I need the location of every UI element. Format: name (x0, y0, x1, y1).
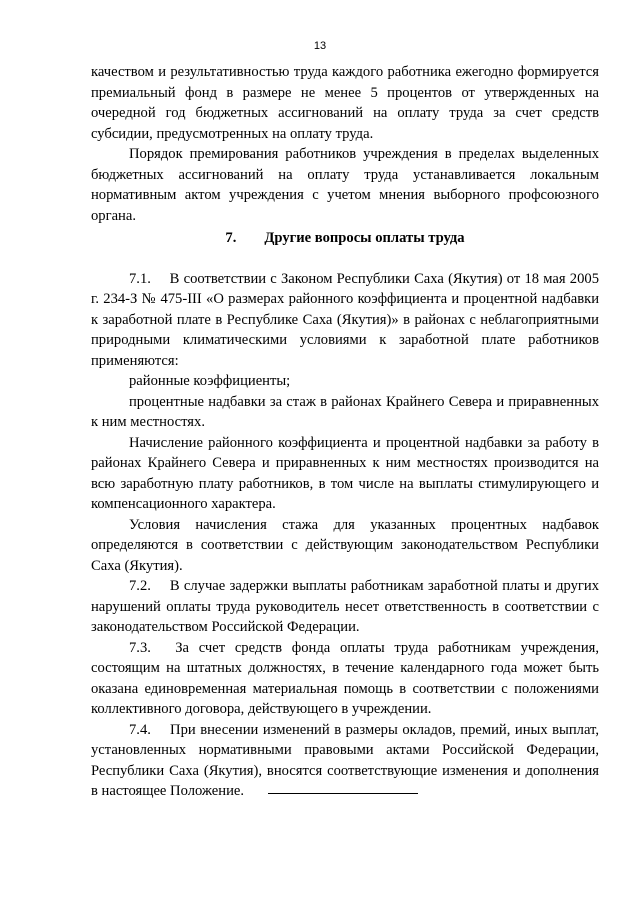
clause-7-1: 7.1. В соответствии с Законом Республики Саха (Якутия) от 18 мая 2005 г. 234-З № 475-III «О размерах районного коэффициента и процентной надбавки к заработной плате в Республике Саха (Якутия)» в районах с неблагоприятными природными климатическими условиями к заработной плате работников применяются: (91, 270, 599, 369)
list-item-allowances: процентные надбавки за стаж в районах Крайнего Севера и приравненных к ним местностях. (91, 393, 599, 430)
section-title: Другие вопросы оплаты труда (264, 230, 465, 246)
paragraph-bonus-procedure: Порядок премирования работников учреждения в пределах выделенных бюджетных ассигнований на оплату труда устанавливается локальным нормативным актом учреждения с учетом мнения выборного профсоюзного органа. (91, 146, 599, 224)
list-item-coefficients: районные коэффициенты; (129, 373, 291, 389)
paragraph-seniority: Условия начисления стажа для указанных процентных надбавок определяются в соответствии с действующим законодательством Республики Саха (Якутия). (91, 516, 599, 574)
closing-rule (268, 793, 418, 794)
section-number: 7. (225, 230, 237, 246)
clause-7-3: 7.3. За счет средств фонда оплаты труда работникам учреждения, состоящим на штатных должностях, в течение календарного года может быть оказана единовременная материальная помощь в соответствии с положениями коллективного договора, действующего в учреждении. (91, 639, 599, 717)
clause-7-2: 7.2. В случае задержки выплаты работникам заработной платы и других нарушений оплаты труда руководитель несет ответственность в соответствии с законодательством Российской Федерации. (91, 578, 599, 635)
document-body (91, 62, 599, 802)
clause-7-4: 7.4. При внесении изменений в размеры окладов, премий, иных выплат, установленных нормативными правовыми актами Российской Федерации, Республики Саха (Якутия), вносятся соответствующие изменения и дополнения в настоящее Положение. (91, 721, 599, 799)
paragraph-continuation: качеством и результативностью труда каждого работника ежегодно формируется премиальный фонд в размере не менее 5 процентов от утвержденных на очередной год бюджетных ассигнований на оплату труда за счет средств субсидии, предусмотренных на оплату труда. (91, 64, 599, 142)
paragraph-accrual: Начисление районного коэффициента и процентной надбавки за работу в районах Крайнего Севера и приравненных к ним местностях производится на всю заработную плату работников, в том числе на выплаты стимулирующего и компенсационного характера. (91, 434, 599, 512)
page-number: 13 (313, 40, 327, 52)
section-heading (91, 228, 599, 249)
